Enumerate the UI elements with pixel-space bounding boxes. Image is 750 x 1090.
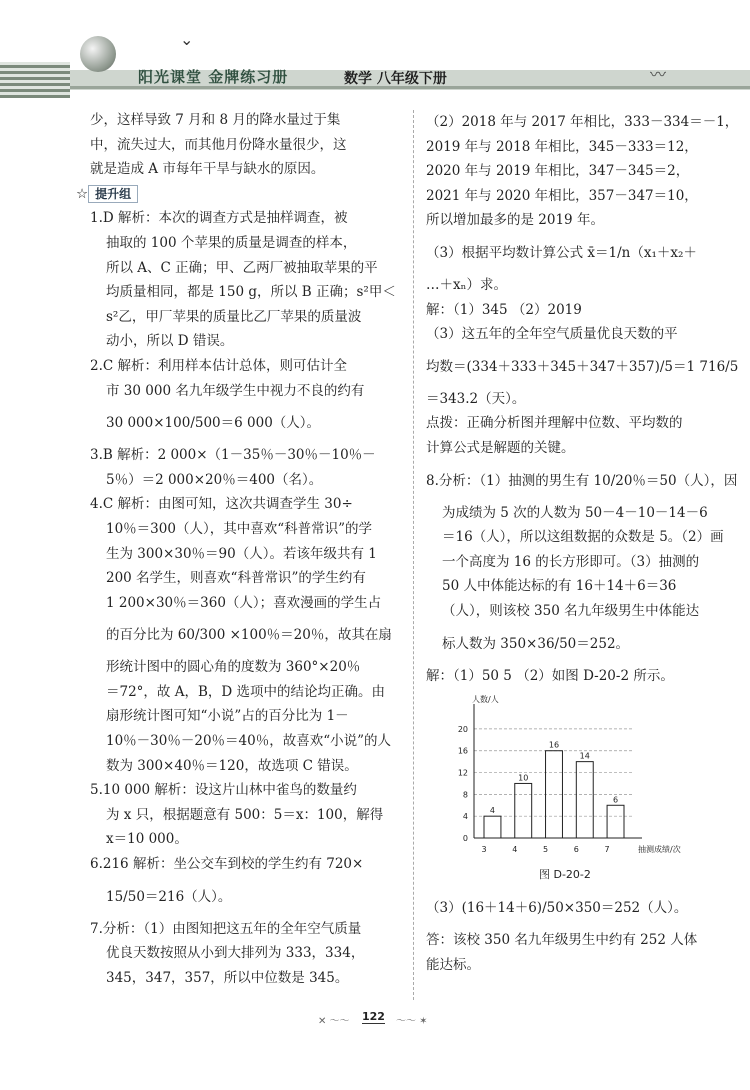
text-line: 生为 300×30％＝90（人）。若该年级共有 1: [106, 545, 377, 562]
answer-8: 8.分析：（1）抽测的男生有 10/20％＝50（人），因: [426, 472, 738, 489]
text-line: 5％）＝2 000×20％＝400（名）。: [106, 471, 323, 488]
text-line: 一个高度为 16 的长方形即可。（3）抽测的: [442, 553, 700, 570]
y-tick-label: 4: [462, 812, 468, 822]
y-tick-label: 0: [462, 834, 468, 843]
y-tick-label: 20: [457, 724, 468, 734]
text-line: 就是造成 A 市每年干旱与缺水的原因。: [90, 161, 325, 178]
bird-icon: 〰: [650, 65, 667, 84]
text-line: 点拨：正确分析图并理解中位数、平均数的: [426, 415, 683, 432]
column-divider: [413, 110, 414, 1000]
text-line: 抽取的 100 个苹果的质量是调查的样本，: [106, 234, 357, 251]
text-line: 2020 年与 2019 年相比，347－345＝2，: [426, 163, 690, 180]
text-line: 所以 A、C 正确；甲、乙两厂被抽取苹果的平: [106, 259, 378, 276]
answer-7: 7.分析：（1）由图知把这五年的全年空气质量: [90, 920, 362, 937]
text-line: 市 30 000 名九年级学生中视力不良的约有: [106, 382, 365, 399]
text-line: 1 200×30％＝360（人）；喜欢漫画的学生占: [106, 594, 382, 611]
text-line: 2019 年与 2018 年相比，345－333＝12，: [426, 138, 698, 155]
formula-line: 的百分比为 60/300 ×100％＝20％，故其在扇: [106, 627, 392, 644]
answer-5: 5.10 000 解析：设这片山林中雀鸟的数量约: [90, 782, 357, 799]
text-line: s²乙，甲厂苹果的质量比乙厂苹果的质量波: [106, 308, 362, 325]
answer-3: 3.B 解析：2 000×（1－35％－30％－10％－: [90, 447, 376, 464]
footer-ornament: ～～ ✶: [396, 1016, 428, 1027]
x-tick-label: 5: [542, 845, 549, 854]
formula-line: （3）(16＋14＋6)/50×350＝252（人）。: [426, 900, 688, 916]
footer-ornament: ✕ ～～: [318, 1016, 350, 1027]
text-line: 数为 300×40％＝120，故选项 C 错误。: [106, 757, 358, 774]
right-column-bottom: [426, 888, 726, 977]
globe-icon: [80, 36, 116, 72]
text-line: 50 人中体能达标的有 16＋14＋6＝36: [442, 578, 677, 595]
x-tick-label: 3: [481, 845, 487, 854]
text-line: 中，流失过大，而其他月份降水量很少，这: [90, 136, 347, 153]
bar-value-label: 16: [548, 740, 560, 750]
y-tick-label: 12: [457, 768, 468, 778]
text-line: 为 x 只，根据题意有 500：5＝x：100，解得: [106, 806, 384, 823]
page-number: 122: [362, 1010, 385, 1023]
text-line: 优良天数按照从小到大排列为 333，334，: [106, 945, 365, 962]
answer-6: 6.216 解析：坐公交车到校的学生约有 720×: [90, 856, 364, 873]
bar-value-label: 14: [579, 751, 590, 761]
right-column: [426, 110, 739, 688]
formula-line: 均数＝(334＋333＋345＋347＋357)/5＝1 716/5: [426, 358, 739, 375]
section-heading: ☆ 提升组: [76, 182, 402, 207]
y-axis-label: 人数/人: [472, 695, 499, 704]
text-line: （人），则该校 350 名九年级男生中体能达: [442, 602, 700, 619]
text-line: 345，347，357，所以中位数是 345。: [106, 969, 349, 986]
text-line: x＝10 000。: [106, 831, 188, 848]
text-line: （2）2018 年与 2017 年相比，333－334＝－1，: [426, 114, 739, 130]
text-line: …＋xₙ）求。: [426, 276, 507, 293]
bar: [576, 762, 593, 838]
text-line: ＝343.2（天）。: [426, 390, 526, 407]
text-line: 少，这样导致 7 月和 8 月的降水量过于集: [90, 112, 341, 128]
text-line: 形统计图中的圆心角的度数为 360°×20％: [106, 659, 361, 676]
bar-value-label: 10: [518, 773, 529, 783]
text-line: 2021 年与 2020 年相比，357－347＝10，: [426, 187, 698, 204]
text-line: 200 名学生，则喜欢“科普常识”的学生约有: [106, 570, 366, 587]
formula-line: 30 000×100/500＝6 000（人）。: [106, 415, 321, 432]
text-line: 计算公式是解题的关键。: [426, 439, 575, 456]
text-line: 答：该校 350 名九年级男生中约有 252 人体: [426, 932, 698, 948]
text-line: 所以增加最多的是 2019 年。: [426, 212, 604, 229]
formula-line: （3）根据平均数计算公式 x̄＝1/n（x₁＋x₂＋: [426, 244, 697, 261]
x-tick-label: 7: [604, 845, 610, 854]
bar-value-label: 6: [612, 795, 619, 805]
bird-icon: ⌄: [180, 30, 194, 49]
left-column: [76, 108, 402, 990]
text-line: 扇形统计图可知“小说”占的百分比为 1－: [106, 708, 349, 725]
subject-title: 数学 八年级下册: [344, 71, 447, 87]
text-line: 解：（1）345 （2）2019: [426, 301, 582, 318]
text-line: 10％＝300（人），其中喜欢“科普常识”的学: [106, 520, 372, 537]
text-line: 动小，所以 D 错误。: [106, 333, 234, 350]
bar: [607, 805, 624, 838]
header-stripes: [0, 62, 70, 98]
bar-value-label: 4: [489, 806, 496, 816]
formula-line: 15/50＝216（人）。: [106, 888, 232, 905]
chart-svg: [444, 695, 684, 870]
bar: [515, 783, 532, 838]
bar: [484, 816, 501, 838]
text-line: 解：（1）50 5 （2）如图 D-20-2 所示。: [426, 667, 674, 684]
bar-chart: [444, 695, 684, 880]
y-tick-label: 16: [457, 746, 468, 756]
formula-line: 标人数为 350×36/50＝252。: [442, 635, 630, 652]
text-line: ＝16（人），所以这组数据的众数是 5。（2）画: [442, 529, 724, 546]
text-line: 能达标。: [426, 956, 480, 973]
text-line: ＝72°，故 A，B，D 选项中的结论均正确。由: [106, 683, 386, 700]
y-tick-label: 8: [462, 790, 468, 800]
answer-4: 4.C 解析：由图可知，这次共调查学生 30÷: [90, 496, 353, 513]
text-line: 为成绩为 5 次的人数为 50－4－10－14－6: [442, 504, 708, 521]
answer-2: 2.C 解析：利用样本估计总体，则可估计全: [90, 357, 348, 374]
text-line: （3）这五年的全年空气质量优良天数的平: [426, 326, 678, 343]
text-line: 10％－30％－20％＝40％，故喜欢“小说”的人: [106, 733, 392, 750]
answer-1: 1.D 解析：本次的调查方式是抽样调查，被: [90, 210, 348, 227]
series-title: 阳光课堂 金牌练习册: [138, 68, 289, 86]
figure-caption: 图 D-20-2: [539, 868, 591, 881]
x-tick-label: 4: [512, 845, 518, 854]
x-axis-label: 抽测成绩/次: [638, 845, 681, 854]
page-header: [0, 0, 750, 100]
text-line: 均质量相同，都是 150 g，所以 B 正确；s²甲＜: [106, 284, 396, 301]
x-tick-label: 6: [573, 845, 579, 854]
